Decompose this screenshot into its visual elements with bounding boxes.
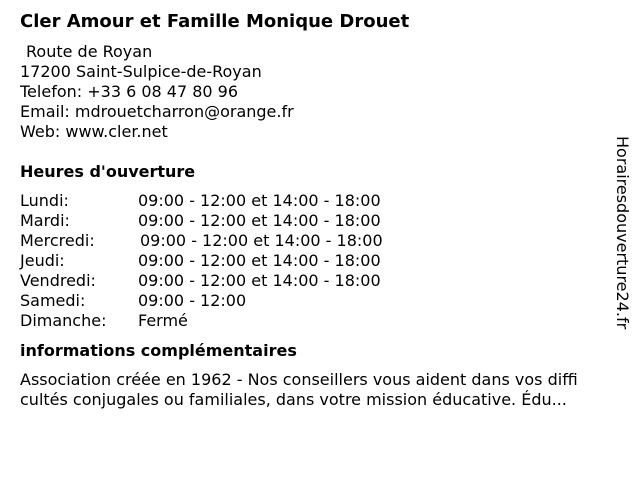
- day-hours: 09:00 - 12:00 et 14:00 - 18:00: [140, 231, 383, 250]
- additional-info-heading: informations complémentaires: [20, 341, 297, 360]
- info-line: cultés conjugales ou familiales, dans votre mission éducative. Édu...: [20, 390, 567, 409]
- day-hours: 09:00 - 12:00 et 14:00 - 18:00: [138, 191, 381, 210]
- day-label: Jeudi:: [20, 251, 65, 270]
- day-label: Mardi:: [20, 211, 70, 230]
- hours-row-thursday: [20, 251, 620, 271]
- address-block: [20, 42, 620, 142]
- watermark-text: Horairesdouverture24.fr: [613, 136, 632, 330]
- day-label: Samedi:: [20, 291, 86, 310]
- web-line: Web: www.cler.net: [20, 122, 168, 141]
- hours-row-saturday: [20, 291, 620, 311]
- day-label: Mercredi:: [20, 231, 95, 250]
- hours-row-monday: [20, 191, 620, 211]
- site-watermark: [612, 136, 632, 346]
- additional-info-text: [20, 370, 620, 410]
- business-name: Cler Amour et Famille Monique Drouet: [20, 11, 410, 32]
- day-hours: 09:00 - 12:00 et 14:00 - 18:00: [138, 271, 381, 290]
- day-hours: 09:00 - 12:00 et 14:00 - 18:00: [138, 251, 381, 270]
- business-card: [20, 10, 620, 410]
- day-label: Vendredi:: [20, 271, 96, 290]
- info-line: Association créée en 1962 - Nos conseillers vous aident dans vos diffi: [20, 370, 578, 389]
- hours-row-friday: [20, 271, 620, 291]
- day-hours: 09:00 - 12:00: [138, 291, 247, 310]
- hours-row-sunday: [20, 311, 620, 331]
- day-label: Lundi:: [20, 191, 69, 210]
- email-line: Email: mdrouetcharron@orange.fr: [20, 102, 294, 121]
- street-address: Route de Royan: [26, 42, 153, 61]
- day-hours: 09:00 - 12:00 et 14:00 - 18:00: [138, 211, 381, 230]
- hours-row-wednesday: [20, 231, 620, 251]
- phone-line: Telefon: +33 6 08 47 80 96: [20, 82, 239, 101]
- day-hours: Fermé: [138, 311, 188, 330]
- hours-row-tuesday: [20, 211, 620, 231]
- opening-hours-table: [20, 191, 620, 331]
- opening-hours-heading: Heures d'ouverture: [20, 162, 196, 181]
- city-address: 17200 Saint-Sulpice-de-Royan: [20, 62, 262, 81]
- day-label: Dimanche:: [20, 311, 107, 330]
